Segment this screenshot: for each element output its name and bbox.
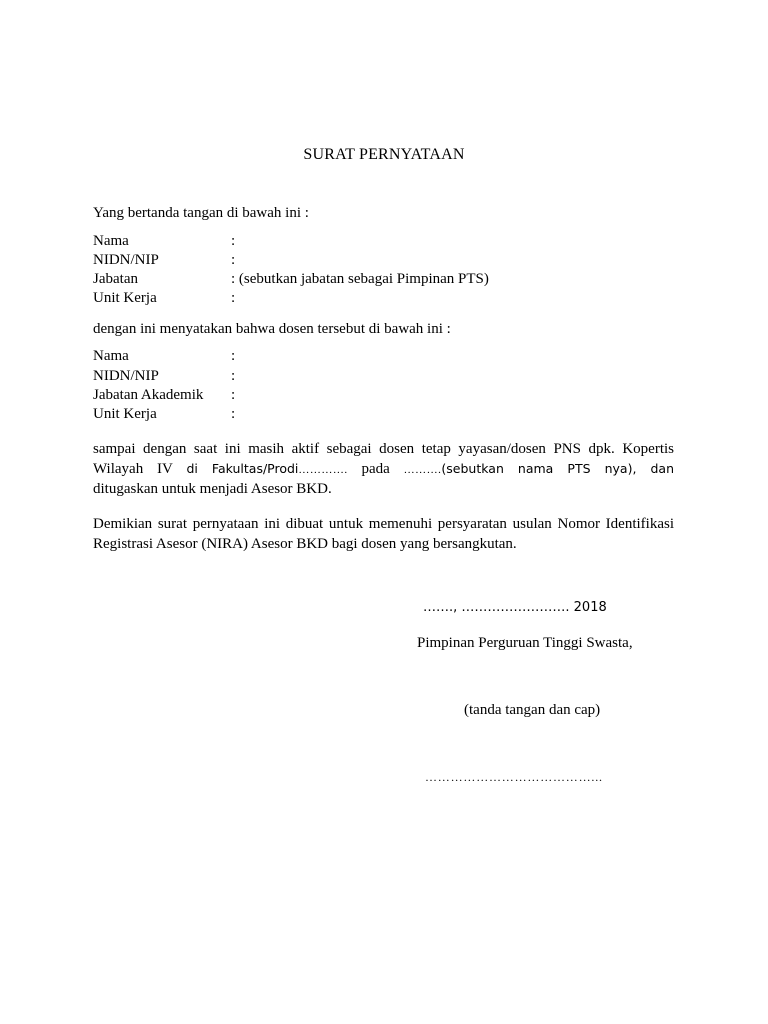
field-label: Unit Kerja [93,290,157,306]
field-label: Jabatan [93,271,138,287]
blank-dots: …………. [298,464,348,476]
field-value: : [231,368,236,384]
field-value: : [231,252,236,268]
paragraph-segment: Wilayah IV [93,461,173,477]
paragraph-segment: pada [361,461,390,477]
paragraph-line [93,459,674,479]
field-label: Unit Kerja [93,406,157,422]
statement-paragraph [93,439,674,499]
field-value: : [231,233,236,249]
paragraph-segment: (sebutkan nama PTS nya), dan [441,461,674,476]
paragraph-line: Demikian surat pernyataan ini dibuat untuk memenuhi persyaratan usulan Nomor Identifikasi [93,516,674,532]
intro-text: Yang bertanda tangan di bawah ini : [93,205,309,221]
field-label: Nama [93,348,129,364]
signature-name-line: …………………………………... [425,770,603,784]
paragraph-line: ditugaskan untuk menjadi Asesor BKD. [93,481,332,497]
field-label: Jabatan Akademik [93,387,204,403]
paragraph-line: Registrasi Asesor (NIRA) Asesor BKD bagi dosen yang bersangkutan. [93,536,517,552]
field-label: NIDN/NIP [93,368,159,384]
field-value: : [231,348,236,364]
closing-title: Pimpinan Perguruan Tinggi Swasta, [417,635,633,651]
field-value: : [231,387,236,403]
signature-stamp-note: (tanda tangan dan cap) [464,702,601,718]
paragraph-segment: di Fakultas/Prodi [186,461,299,476]
field-label: Nama [93,233,129,249]
field-value: : [231,290,236,306]
document-title: SURAT PERNYATAAN [303,146,465,163]
transition-text: dengan ini menyatakan bahwa dosen tersebut di bawah ini : [93,321,451,337]
paragraph-line: sampai dengan saat ini masih aktif sebagai dosen tetap yayasan/dosen PNS dpk. Kopertis [93,441,674,457]
closing-paragraph [93,514,674,554]
field-label: NIDN/NIP [93,252,159,268]
field-value: : [231,406,236,422]
field-value: : (sebutkan jabatan sebagai Pimpinan PTS) [231,271,489,287]
date-line: ……., ……………………. 2018 [423,600,607,615]
blank-dots: ………. [403,464,442,476]
